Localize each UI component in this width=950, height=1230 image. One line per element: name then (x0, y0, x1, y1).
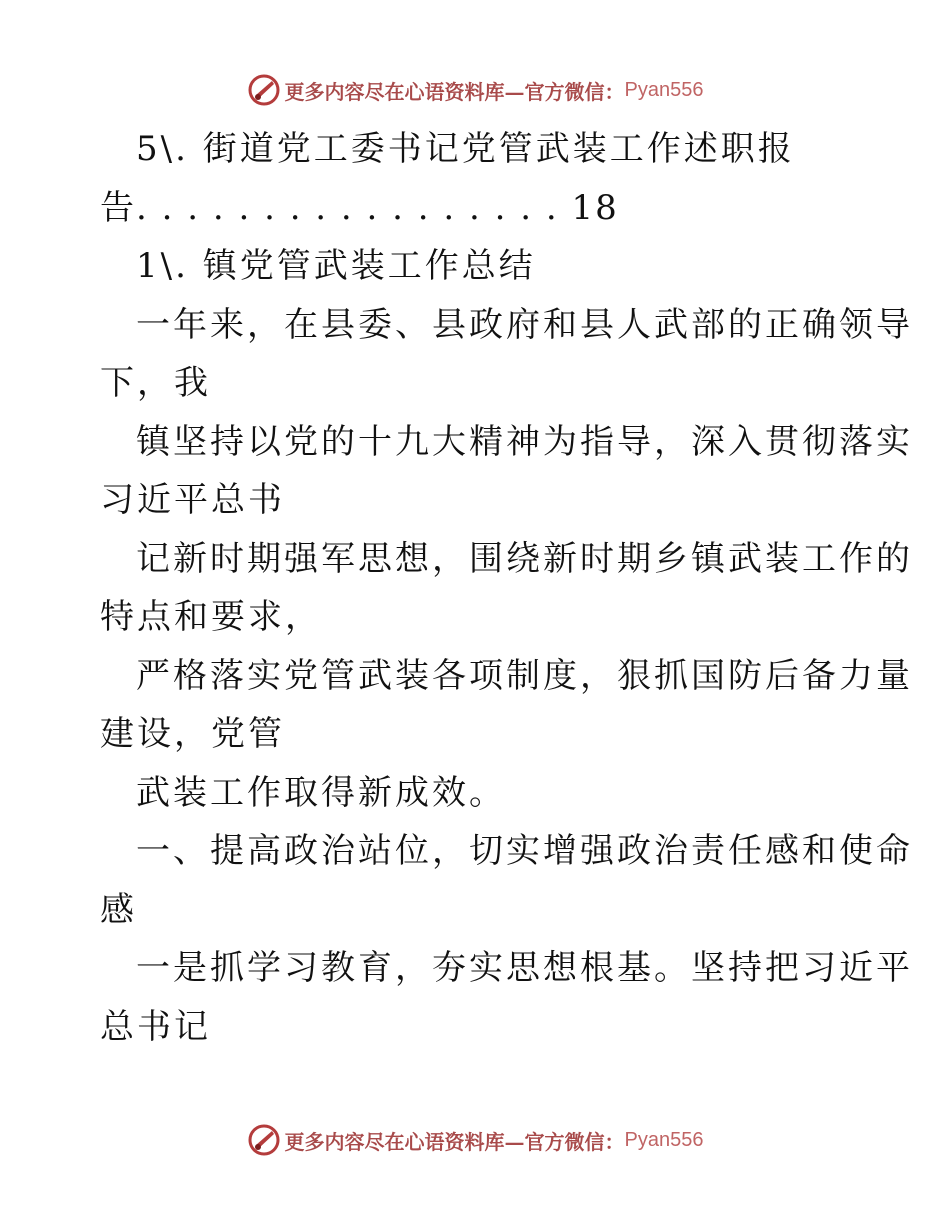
watermark-text: 更多内容尽在心语资料库—官方微信： (284, 79, 625, 104)
watermark-text: 更多内容尽在心语资料库—官方微信： (284, 1129, 625, 1154)
subsection-heading: 一、提高政治站位，切实增强政治责任感和使命 (136, 831, 913, 871)
text-line: 感 (100, 889, 137, 930)
header-watermark (0, 70, 950, 110)
text-line: 下，我 (100, 363, 211, 403)
footer-watermark (0, 1120, 950, 1160)
text-line: 镇坚持以党的十九大精神为指导，深入贯彻落实 (136, 421, 913, 462)
text-line: 一是抓学习教育，夯实思想根基。坚持把习近平 (136, 948, 913, 988)
watermark-wechat-id: Pyan556 (624, 1128, 704, 1151)
toc-entry-line: 告. . . . . . . . . . . . . . . . . 18 (100, 187, 619, 228)
text-line: 一年来，在县委、县政府和县人武部的正确领导 (136, 304, 913, 345)
text-line: 严格落实党管武装各项制度，狠抓国防后备力量 (136, 655, 913, 696)
text-line: 习近平总书 (100, 480, 285, 520)
brand-logo-icon (247, 73, 281, 107)
section-heading: 1\. 镇党管武装工作总结 (136, 246, 536, 286)
document-body (100, 120, 913, 1056)
text-line: 记新时期强军思想，围绕新时期乡镇武装工作的 (136, 538, 913, 579)
text-line: 建设，党管 (100, 714, 285, 754)
text-line: 特点和要求， (100, 597, 322, 637)
watermark-wechat-id: Pyan556 (624, 78, 704, 101)
text-line: 5\. 街道党工委书记党管武装工作述职报 (136, 129, 795, 169)
text-line: 总书记 (100, 1006, 211, 1047)
text-line: 武装工作取得新成效。 (136, 772, 506, 813)
brand-logo-icon (247, 1123, 281, 1157)
